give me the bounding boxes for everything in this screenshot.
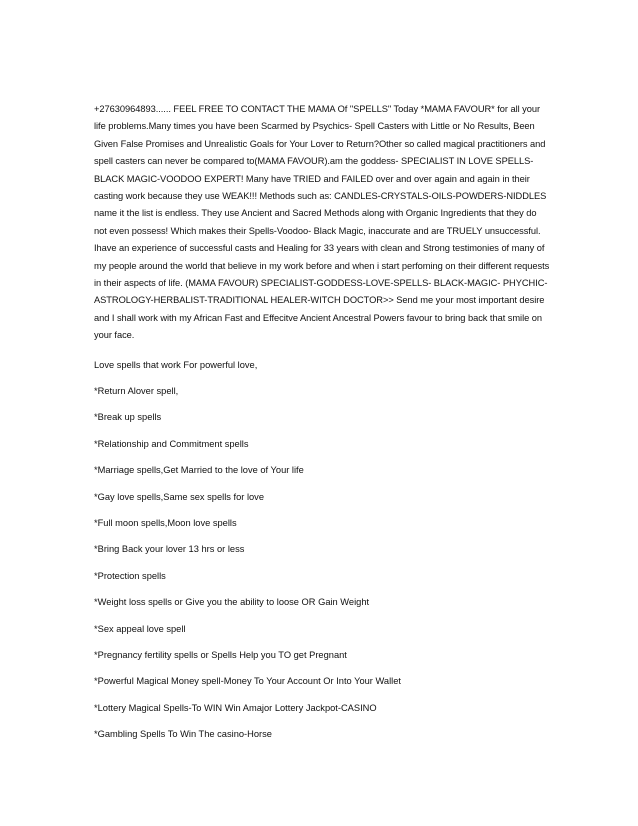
list-item: Love spells that work For powerful love,	[94, 359, 258, 370]
list-item: *Break up spells	[94, 412, 162, 423]
list-item: *Gay love spells,Same sex spells for love	[94, 491, 264, 502]
list-item: *Relationship and Commitment spells	[94, 438, 249, 449]
list-item: *Bring Back your lover 13 hrs or less	[94, 544, 245, 555]
intro-paragraph: +27630964893...... FEEL FREE TO CONTACT THE MAMA Of "SPELLS" Today *MAMA FAVOUR* for all your life problems.Many times you have been Scarmed by Psychics- Spell Casters with Little or No Results, Been Given False Promises and Unrealistic Goals for Your Lover to Return?Other so called magical practitioners and spell casters can never be compared to(MAMA FAVOUR).am the goddess- SPECIALIST IN LOVE SPELLS-BLACK MAGIC-VOODOO EXPERT! Many have TRIED and FAILED over and over again and again in their casting work because they use WEAK!!! Methods such as: CANDLES-CRYSTALS-OILS-POWDERS-NIDDLES name it the list is endless. They use Ancient and Sacred Methods along with Organic Ingredients that they do not even possess! Which makes their Spells-Voodoo- Black Magic, inaccurate and are TRUELY unsuccessful. Ihave an experience of successful casts and Healing for 33 years with clean and Strong testimonies of many of my people around the world that believe in my work before and when i start perfoming on their different requests in their aspects of life. (MAMA FAVOUR) SPECIALIST-GODDESS-LOVE-SPELLS- BLACK-MAGIC- PHYCHIC-ASTROLOGY-HERBALIST-TRADITIONAL HEALER-WITCH DOCTOR>> Send me your most important desire and I shall work with my African Fast and Effecitve Ancient Ancestral Powers favour to bring back that smile on your face.	[94, 104, 550, 341]
list-item: *Powerful Magical Money spell-Money To Your Account Or Into Your Wallet	[94, 676, 401, 687]
list-item: *Full moon spells,Moon love spells	[94, 518, 237, 529]
list-item: *Protection spells	[94, 570, 166, 581]
list-item: *Sex appeal love spell	[94, 623, 186, 634]
list-item: *Weight loss spells or Give you the ability to loose OR Gain Weight	[94, 597, 370, 608]
list-item: *Return Alover spell,	[94, 386, 179, 397]
spell-list	[94, 359, 550, 740]
list-item: *Gambling Spells To Win The casino-Horse	[94, 729, 272, 740]
document-page	[94, 101, 550, 740]
list-item: *Pregnancy fertility spells or Spells Help you TO get Pregnant	[94, 649, 347, 660]
list-item: *Marriage spells,Get Married to the love of Your life	[94, 465, 304, 476]
list-item: *Lottery Magical Spells-To WIN Win Amajor Lottery Jackpot-CASINO	[94, 702, 377, 713]
